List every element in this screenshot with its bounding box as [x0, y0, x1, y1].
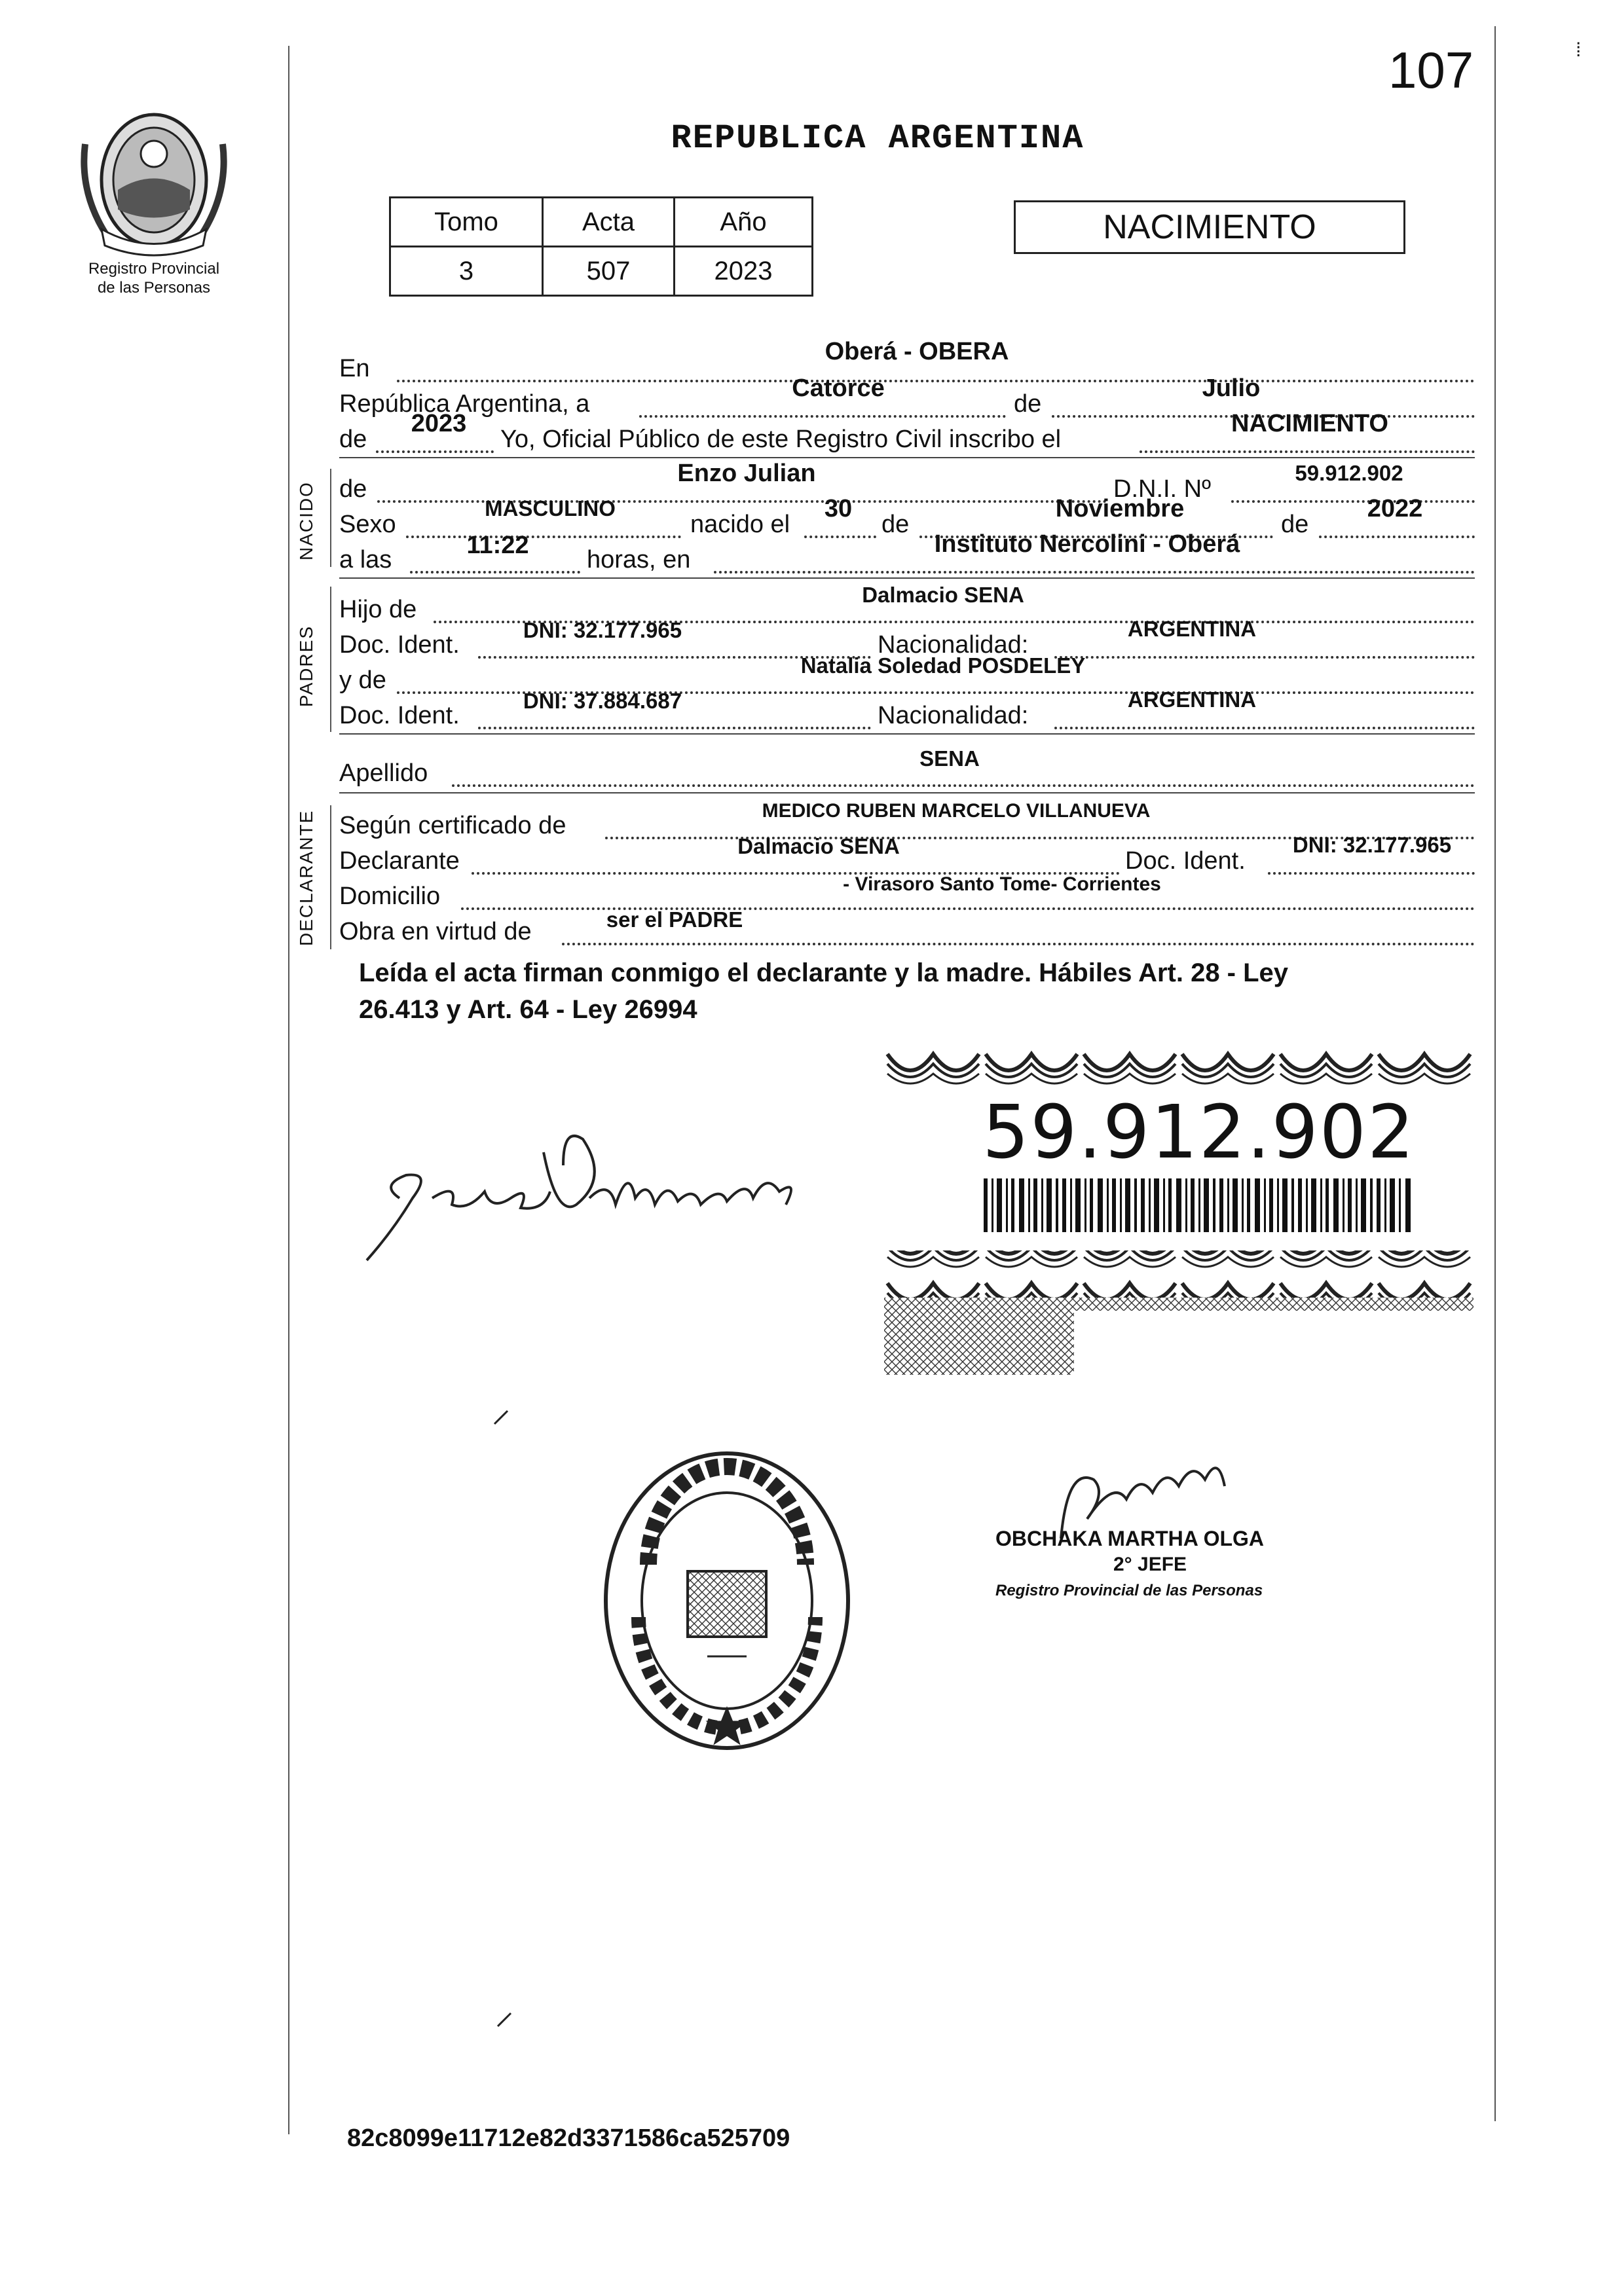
value-madre-nacionalidad: ARGENTINA [1127, 687, 1257, 712]
dotted-line [714, 571, 1475, 574]
dotted-line [376, 450, 494, 453]
value-apellido: SENA [919, 746, 980, 771]
dotted-line [478, 727, 871, 729]
value-sexo: MASCULINO [485, 496, 616, 520]
value-mes-inscripcion: Julio [1202, 374, 1261, 402]
label-sexo: Sexo [339, 511, 396, 538]
label-yo: Yo, Oficial Público de este Registro Civil inscribo el [500, 426, 1062, 453]
label-apellido: Apellido [339, 759, 428, 787]
value-anio-inscripcion: 2023 [411, 410, 467, 437]
label-nacido-el: nacido el [690, 511, 790, 538]
anio-value: 2023 [675, 247, 813, 296]
logo-caption-line2: de las Personas [97, 279, 211, 297]
label-de-b-month: de [881, 511, 910, 538]
closing-line-1: Leída el acta firman conmigo el declarante y la madre. Hábiles Art. 28 - Ley [359, 958, 1289, 987]
value-dia-inscripcion: Catorce [792, 374, 885, 402]
value-padre-doc: DNI: 32.177.965 [523, 618, 682, 642]
tomo-value: 3 [390, 247, 543, 296]
section-divider [339, 792, 1475, 793]
value-declarante: Dalmacio SENA [737, 834, 900, 858]
tick-mark [491, 1408, 511, 1427]
official-office: Registro Provincial de las Personas [995, 1582, 1263, 1599]
page-number: 107 [1388, 41, 1474, 99]
label-domicilio: Domicilio [339, 883, 441, 910]
label-segun-certificado: Según certificado de [339, 812, 566, 839]
value-lugar: Oberá - OBERA [825, 338, 1009, 365]
document-hash: 82c8099e11712e82d3371586ca525709 [347, 2124, 790, 2152]
label-y-de: y de [339, 666, 386, 694]
value-madre-doc: DNI: 37.884.687 [523, 689, 682, 713]
label-hijo-de: Hijo de [339, 596, 417, 623]
label-de-month: de [1014, 390, 1042, 418]
label-declarante-section: DECLARANTE [296, 809, 316, 946]
label-republica: República Argentina, a [339, 390, 590, 418]
dotted-line [410, 571, 580, 574]
tick-mark [494, 2010, 514, 2030]
acta-value: 507 [543, 247, 675, 296]
barcode [982, 1178, 1415, 1232]
section-divider [339, 733, 1475, 735]
value-tipo-inscripcion: NACIMIENTO [1231, 410, 1388, 437]
label-horas-en: horas, en [587, 546, 691, 574]
sticker-dni-number: 59.912.902 [982, 1090, 1416, 1175]
section-bracket [330, 469, 331, 567]
right-margin-line [1494, 26, 1496, 2121]
label-obra-en-virtud: Obra en virtud de [339, 918, 532, 945]
dotted-line [1268, 872, 1475, 875]
official-role: 2° JEFE [1113, 1554, 1187, 1575]
value-domicilio: - Virasoro Santo Tome- Corrientes [843, 873, 1161, 895]
logo-caption [62, 259, 246, 297]
closing-line-2: 26.413 y Art. 64 - Ley 26994 [359, 995, 697, 1024]
label-doc-ident-madre: Doc. Ident. [339, 702, 460, 729]
label-a-las: a las [339, 546, 392, 574]
closing-text [359, 955, 1472, 1028]
label-de-year: de [339, 426, 367, 453]
reference-table [389, 196, 813, 297]
label-doc-ident-declarante: Doc. Ident. [1125, 847, 1246, 875]
value-mes-nacimiento: Noviembre [1055, 495, 1185, 522]
value-dia-nacimiento: 30 [824, 495, 853, 522]
label-nacionalidad-madre: Nacionalidad: [878, 702, 1029, 729]
section-bracket [330, 805, 331, 949]
label-de-b-year: de [1281, 511, 1309, 538]
dotted-line [562, 943, 1475, 945]
value-madre: Natalia Soledad POSDELEY [800, 653, 1086, 678]
sticker-wave-band-bottom [884, 1250, 1474, 1298]
dotted-line [639, 415, 1006, 418]
dotted-line [1054, 727, 1475, 729]
section-bracket [330, 587, 331, 732]
official-stamp [596, 1447, 858, 1755]
value-anio-nacimiento: 2022 [1367, 495, 1423, 522]
value-hora: 11:22 [466, 532, 529, 559]
dotted-line [1140, 450, 1475, 453]
label-nacionalidad-padre: Nacionalidad: [878, 631, 1029, 659]
label-padres: PADRES [296, 625, 316, 707]
declarant-signature [354, 1113, 851, 1283]
acta-header: Acta [543, 198, 675, 247]
value-padre-nacionalidad: ARGENTINA [1127, 617, 1257, 641]
value-dni: 59.912.902 [1295, 461, 1403, 485]
section-divider [339, 577, 1475, 579]
value-obra-en-virtud: ser el PADRE [606, 907, 743, 932]
label-de-name: de [339, 475, 367, 503]
sticker-guilloche [884, 1298, 1074, 1375]
official-name: OBCHAKA MARTHA OLGA [995, 1527, 1265, 1550]
edge-mark: ⁞ [1576, 39, 1582, 61]
tomo-header: Tomo [390, 198, 543, 247]
section-divider [339, 457, 1475, 458]
label-doc-ident-padre: Doc. Ident. [339, 631, 460, 659]
value-lugar-nacimiento: Instituto Nercolini - Oberá [934, 530, 1240, 558]
document-title: REPUBLICA ARGENTINA [671, 119, 1085, 158]
value-declarante-doc: DNI: 32.177.965 [1292, 833, 1452, 857]
sticker-wave-band-top [884, 1048, 1474, 1093]
dotted-line [452, 784, 1475, 787]
value-padre: Dalmacio SENA [862, 583, 1024, 607]
left-margin-line [288, 46, 289, 2134]
label-dni: D.N.I. Nº [1113, 475, 1211, 503]
official-block [995, 1525, 1264, 1604]
dotted-line [1319, 536, 1475, 538]
province-seal-icon [72, 105, 236, 262]
label-en: En [339, 355, 370, 382]
document-type-box: NACIMIENTO [1014, 200, 1405, 254]
value-nombre: Enzo Julian [677, 460, 816, 487]
logo-caption-line1: Registro Provincial [88, 260, 220, 278]
label-declarante: Declarante [339, 847, 460, 875]
value-certificado: MEDICO RUBEN MARCELO VILLANUEVA [762, 800, 1151, 822]
label-nacido: NACIDO [296, 481, 316, 560]
anio-header: Año [675, 198, 813, 247]
